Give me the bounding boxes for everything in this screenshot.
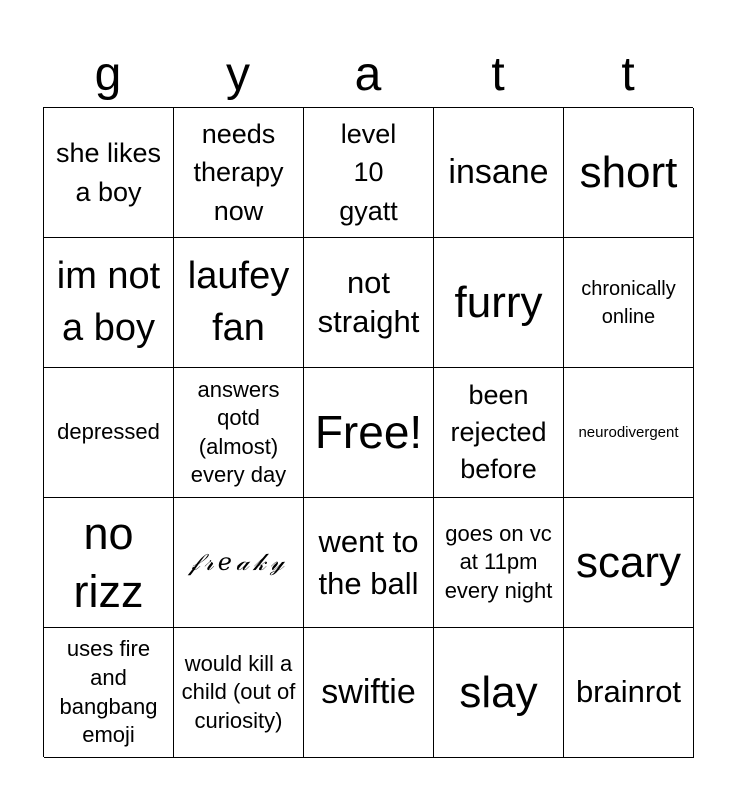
free-space: Free! <box>314 406 423 459</box>
header-letter-4: t <box>491 48 505 101</box>
header-letter-3: a <box>354 48 382 101</box>
cell-text: depressed <box>57 419 160 445</box>
cell-text: went to the ball <box>318 523 419 601</box>
cell-text: she likes a boy <box>55 138 162 207</box>
cell-text: slay <box>459 667 538 717</box>
cell-text: 𝒻𝓇𝑒𝒶𝓀𝓎 <box>189 548 288 577</box>
header-letter-2: y <box>226 48 250 101</box>
cell-text: answers qotd (almost) every day <box>190 377 287 487</box>
bingo-cell[interactable] <box>174 108 304 238</box>
bingo-cell[interactable] <box>44 238 174 368</box>
bingo-cell[interactable] <box>564 498 694 628</box>
cell-text: brainrot <box>575 674 682 710</box>
cell-text: chronically online <box>581 277 676 328</box>
bingo-cell[interactable] <box>434 238 564 368</box>
cell-text: furry <box>454 277 543 327</box>
cell-text: no rizz <box>73 507 144 617</box>
cell-text: swiftie <box>321 672 416 711</box>
bingo-cell[interactable] <box>564 238 694 368</box>
bingo-cell[interactable] <box>304 108 434 238</box>
cell-text: been rejected before <box>450 379 547 485</box>
cell-text: level 10 gyatt <box>339 119 398 226</box>
cell-text: insane <box>448 152 549 191</box>
cell-text: uses fire and bangbang emoji <box>59 636 158 748</box>
header-letter-1: g <box>94 48 122 101</box>
bingo-cell[interactable] <box>44 368 174 498</box>
bingo-cell[interactable] <box>434 368 564 498</box>
cell-text: needs therapy now <box>193 119 284 226</box>
bingo-cell[interactable] <box>434 628 564 758</box>
bingo-cell[interactable] <box>44 498 174 628</box>
cell-text: goes on vc at 11pm every night <box>444 520 553 603</box>
bingo-cell[interactable] <box>174 498 304 628</box>
bingo-cell[interactable] <box>564 108 694 238</box>
cell-text: laufey fan <box>187 255 290 349</box>
bingo-cell[interactable] <box>174 238 304 368</box>
bingo-cell[interactable] <box>564 368 694 498</box>
bingo-cell[interactable] <box>564 628 694 758</box>
bingo-cell[interactable] <box>174 628 304 758</box>
cell-text: not straight <box>317 264 420 339</box>
header-letter-5: t <box>621 48 635 101</box>
cell-text: scary <box>575 537 682 587</box>
bingo-cell[interactable] <box>304 238 434 368</box>
cell-text: im not a boy <box>56 255 161 349</box>
bingo-cell[interactable] <box>44 628 174 758</box>
bingo-board <box>43 107 693 757</box>
bingo-cell[interactable] <box>304 498 434 628</box>
cell-text: neurodivergent <box>578 423 679 441</box>
cell-text: would kill a child (out of curiosity) <box>181 650 296 733</box>
bingo-cell[interactable] <box>434 108 564 238</box>
bingo-cell[interactable] <box>174 368 304 498</box>
bingo-cell[interactable] <box>434 498 564 628</box>
bingo-header <box>43 48 693 108</box>
bingo-cell[interactable] <box>44 108 174 238</box>
bingo-cell[interactable] <box>304 368 434 498</box>
cell-text: short <box>579 147 678 197</box>
bingo-cell[interactable] <box>304 628 434 758</box>
